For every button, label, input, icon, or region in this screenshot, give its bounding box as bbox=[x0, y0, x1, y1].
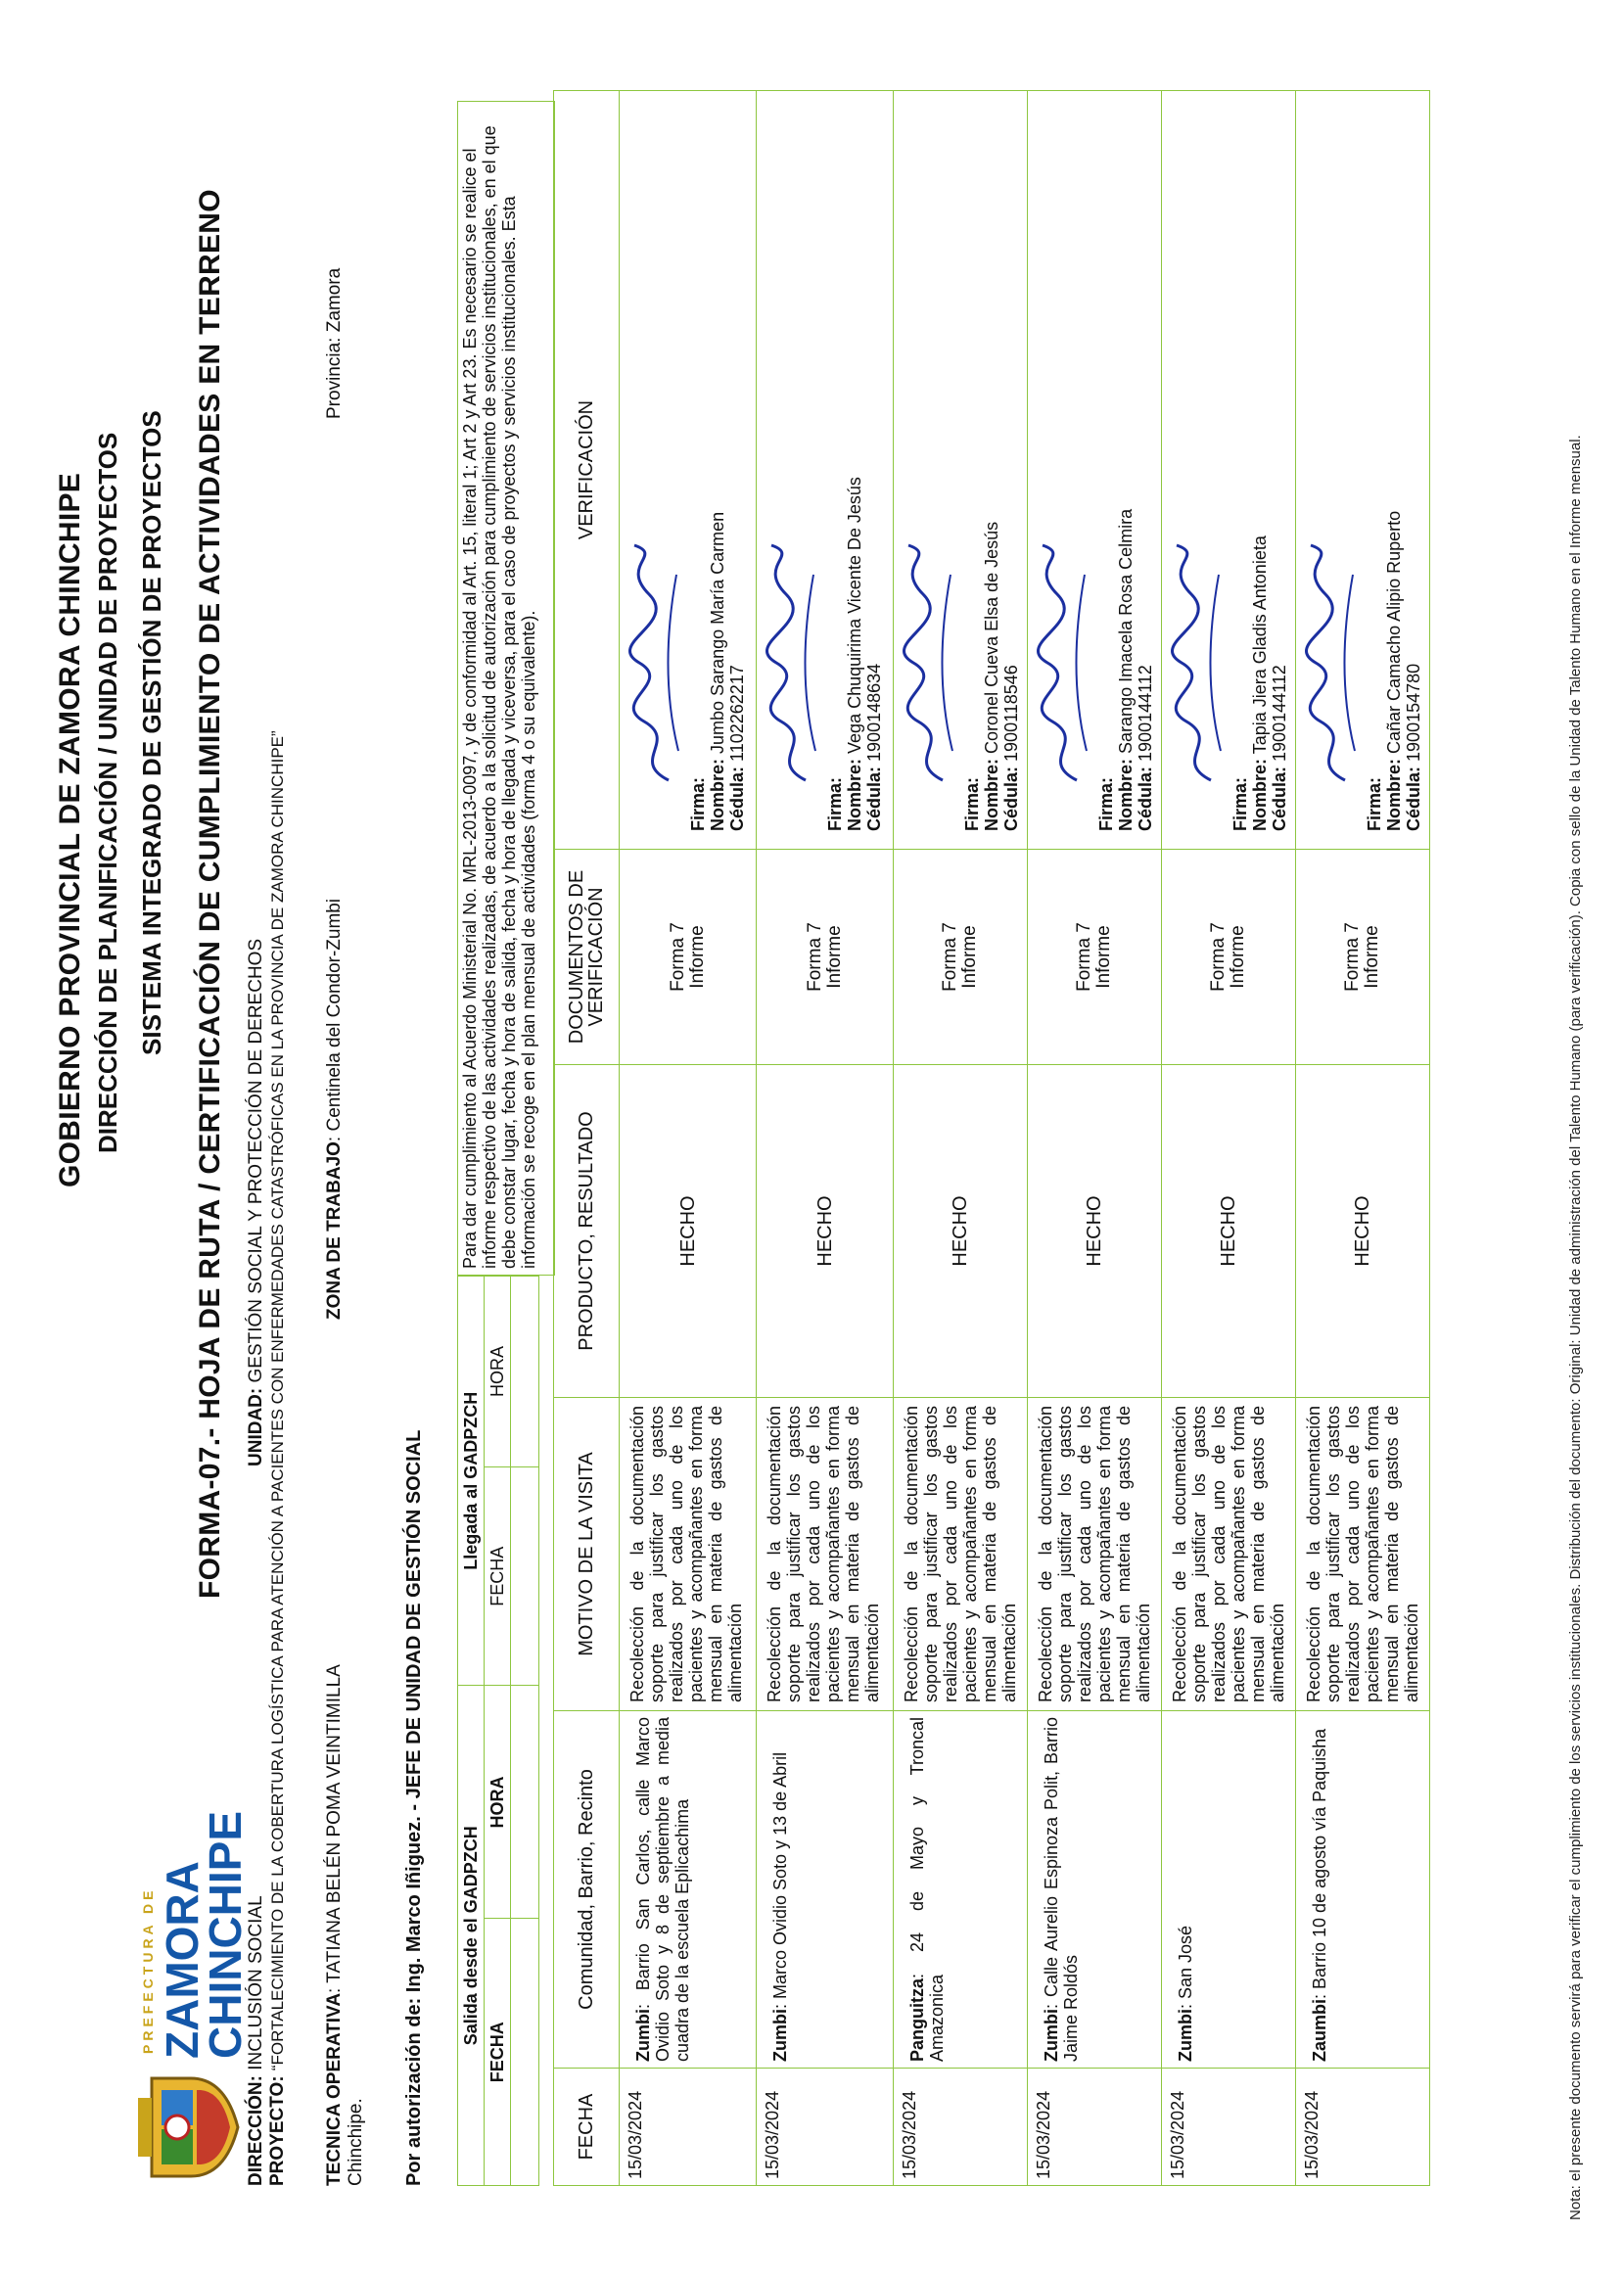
proyecto-value: “FORTALECIMIENTO DE LA COBERTURA LOGÍSTICA PARA ATENCIÓN A PACIENTES CON ENFERMEDADES CATASTRÓFICAS EN LA PROVINCIA DE ZAMORA CHINCHIPE” bbox=[268, 730, 287, 2071]
row-comunidad bbox=[894, 1711, 1028, 2069]
row-verificacion bbox=[1296, 91, 1430, 850]
row-nombre: Coronel Cueva Elsa de Jesús bbox=[982, 521, 1001, 754]
prefectura-logo bbox=[132, 1810, 251, 2186]
row-lugar-bold: Zumbi bbox=[1176, 2009, 1195, 2062]
table-row bbox=[894, 91, 1028, 2186]
salida-header: Salida desde el GADPZCH bbox=[458, 1686, 485, 2186]
cedula-label: Cédula: bbox=[1404, 766, 1423, 831]
row-fecha: 15/03/2024 bbox=[620, 2069, 757, 2186]
tecnica-value: : TATIANA BELÉN POMA VEINTIMILLA bbox=[324, 1664, 345, 1993]
row-nombre: Vega Chuquirima Vicente De Jesús bbox=[845, 477, 864, 754]
row-fecha: 15/03/2024 bbox=[1162, 2069, 1296, 2186]
row-cedula: 1900144112 bbox=[1270, 665, 1289, 762]
row-doc-informe: Informe bbox=[1093, 925, 1114, 989]
firma-label: Firma: bbox=[688, 776, 708, 831]
table-row bbox=[757, 91, 894, 2186]
row-motivo: Recolección de la documentación soporte para justificar los gastos realizados por cada uno de los pacientes y acompañantes en forma mensual en materia de gastos de alimentación bbox=[894, 1398, 1028, 1711]
row-cedula: 1900154780 bbox=[1404, 663, 1423, 762]
row-verificacion bbox=[757, 91, 894, 850]
signature-icon bbox=[1028, 535, 1096, 790]
row-lugar-bold: Panguitza bbox=[907, 1977, 927, 2062]
cedula-label: Cédula: bbox=[727, 766, 747, 831]
llegada-fecha-header: FECHA bbox=[485, 1466, 511, 1686]
row-fecha: 15/03/2024 bbox=[1296, 2069, 1430, 2186]
legal-text: Para dar cumplimiento al Acuerdo Ministerial No. MRL-2013-0097, y de conformidad al Art. 15, literal 1; Art 2 y Art 23. Es necesario se realice el informe respectivo de las actividades realizadas, de acuerdo a la solicitud de autorización para cumplimiento de servicios institucionales, en el que debe constar lugar, fecha y hora de salida, fecha y hora de llegada y viceversa, para el caso de proyectos y servicios institucionales. Esta información se recoge en el plan mensual de actividades (forma 4 o su equivalente). bbox=[457, 101, 555, 1276]
row-producto: HECHO bbox=[620, 1065, 757, 1398]
direccion-value: INCLUSIÓN SOCIAL bbox=[246, 1895, 266, 2070]
provincia-line bbox=[323, 268, 346, 419]
activities-rows bbox=[620, 91, 1430, 2186]
unidad-line bbox=[245, 939, 267, 1466]
cedula-label: Cédula: bbox=[1136, 766, 1155, 831]
nombre-label: Nombre: bbox=[1116, 758, 1136, 831]
table-row bbox=[1162, 91, 1296, 2186]
provincia-value: : Zamora bbox=[324, 267, 345, 343]
nombre-label: Nombre: bbox=[1250, 758, 1270, 831]
row-doc-forma: Forma 7 bbox=[940, 922, 960, 992]
travel-table bbox=[457, 1276, 539, 2186]
col-documentos: DOCUMENTOS DE VERIFICACIÓN bbox=[554, 850, 620, 1065]
row-lugar-bold: Zumbi bbox=[633, 2009, 653, 2062]
row-lugar: : Marco Ovidio Soto y 13 de Abril bbox=[770, 1751, 790, 2009]
signature-icon bbox=[757, 535, 825, 790]
footer-note: Nota: el presente documento servirá para verificar el cumplimiento de los servicios institucionales. Distribución del documento: Original: Unidad de administración del Talento Humano (para verificación). Copia con sello de la Unidad de Talento Humano en el Informe mensual. bbox=[1567, 435, 1584, 2220]
row-doc-informe: Informe bbox=[823, 925, 845, 989]
form-title: FORMA-07.- HOJA DE RUTA / CERTIFICACIÓN DE CUMPLIMIENTO DE ACTIVIDADES EN TERRENO bbox=[194, 189, 226, 1599]
row-lugar: : San José bbox=[1176, 1925, 1195, 2009]
nombre-label: Nombre: bbox=[1384, 758, 1404, 831]
llegada-header: Llegada al GADPZCH bbox=[458, 1277, 485, 1686]
salida-hora-header: HORA bbox=[485, 1686, 511, 1919]
row-documentos bbox=[757, 850, 894, 1065]
direccion-line bbox=[245, 1895, 267, 2186]
row-comunidad bbox=[1028, 1711, 1162, 2069]
cedula-label: Cédula: bbox=[1001, 766, 1021, 831]
row-lugar: : Barrio 10 de agosto vía Paquisha bbox=[1310, 1728, 1329, 1999]
row-documentos bbox=[1162, 850, 1296, 1065]
row-comunidad bbox=[757, 1711, 894, 2069]
cedula-label: Cédula: bbox=[1270, 766, 1289, 831]
col-comunidad: Comunidad, Barrio, Recinto bbox=[554, 1711, 620, 2069]
row-comunidad bbox=[1162, 1711, 1296, 2069]
row-nombre: Sarango Imacela Rosa Celmira bbox=[1116, 508, 1136, 754]
firma-label: Firma: bbox=[1365, 776, 1384, 831]
row-doc-forma: Forma 7 bbox=[1074, 922, 1094, 992]
system-title: SISTEMA INTEGRADO DE GESTIÓN DE PROYECTOS bbox=[137, 410, 166, 1055]
signature-icon bbox=[1296, 535, 1365, 790]
zona-value: : Centinela del Condor-Zumbi bbox=[324, 898, 345, 1142]
row-motivo: Recolección de la documentación soporte para justificar los gastos realizados por cada uno de los pacientes y acompañantes en forma mensual en materia de gastos de alimentación bbox=[1162, 1398, 1296, 1711]
row-documentos bbox=[1296, 850, 1430, 1065]
nombre-label: Nombre: bbox=[708, 758, 727, 831]
firma-label: Firma: bbox=[1230, 776, 1250, 831]
table-row bbox=[1028, 91, 1162, 2186]
unidad-label: UNIDAD: bbox=[246, 1387, 266, 1466]
row-cedula: 1900118546 bbox=[1001, 665, 1021, 762]
row-doc-informe: Informe bbox=[686, 925, 708, 989]
row-lugar: : 24 de Mayo y Troncal Amazonica bbox=[907, 1717, 947, 2062]
tecnica-label: TECNICA OPERATIVA bbox=[324, 1992, 345, 2186]
row-motivo: Recolección de la documentación soporte para justificar los gastos realizados por cada uno de los pacientes y acompañantes en forma mensual en materia de gastos de alimentación bbox=[620, 1398, 757, 1711]
provincia-label: Provincia bbox=[324, 342, 345, 419]
row-verificacion bbox=[1162, 91, 1296, 850]
row-doc-informe: Informe bbox=[959, 925, 980, 989]
dept-title: DIRECCIÓN DE PLANIFICACIÓN / UNIDAD DE PROYECTOS bbox=[93, 432, 122, 1153]
row-motivo: Recolección de la documentación soporte para justificar los gastos realizados por cada uno de los pacientes y acompañantes en forma mensual en materia de gastos de alimentación bbox=[757, 1398, 894, 1711]
row-cedula: 1102262217 bbox=[727, 665, 747, 762]
unidad-value: GESTIÓN SOCIAL Y PROTECCIÓN DE DERECHOS bbox=[246, 938, 266, 1383]
row-comunidad bbox=[620, 1711, 757, 2069]
nombre-label: Nombre: bbox=[982, 758, 1001, 831]
row-nombre: Tapia Jiera Gladis Antonieta bbox=[1250, 535, 1270, 755]
firma-label: Firma: bbox=[1096, 776, 1116, 831]
row-fecha: 15/03/2024 bbox=[894, 2069, 1028, 2186]
zona-label: ZONA DE TRABAJO bbox=[324, 1141, 345, 1320]
row-doc-informe: Informe bbox=[1362, 925, 1382, 989]
col-verificacion: VERIFICACIÓN bbox=[554, 91, 620, 850]
coat-of-arms-icon bbox=[132, 2069, 240, 2186]
row-verificacion bbox=[1028, 91, 1162, 850]
row-fecha: 15/03/2024 bbox=[1028, 2069, 1162, 2186]
logo-chinchipe: CHINCHIPE bbox=[200, 1810, 251, 2059]
nombre-label: Nombre: bbox=[845, 758, 864, 831]
row-cedula: 1900144112 bbox=[1136, 665, 1155, 762]
row-doc-forma: Forma 7 bbox=[804, 922, 825, 992]
firma-label: Firma: bbox=[962, 776, 982, 831]
table-row bbox=[1296, 91, 1430, 2186]
row-motivo: Recolección de la documentación soporte para justificar los gastos realizados por cada uno de los pacientes y acompañantes en forma mensual en materia de gastos de alimentación bbox=[1028, 1398, 1162, 1711]
row-producto: HECHO bbox=[1296, 1065, 1430, 1398]
org-title: GOBIERNO PROVINCIAL DE ZAMORA CHINCHIPE bbox=[54, 472, 86, 1187]
proyecto-label: PROYECTO: bbox=[267, 2075, 288, 2186]
salida-fecha-header: FECHA bbox=[485, 1919, 511, 2186]
col-producto: PRODUCTO, RESULTADO bbox=[554, 1065, 620, 1398]
row-lugar-bold: Zumbi bbox=[770, 2009, 790, 2062]
row-producto: HECHO bbox=[1162, 1065, 1296, 1398]
llegada-hora-header: HORA bbox=[485, 1277, 511, 1467]
row-producto: HECHO bbox=[1028, 1065, 1162, 1398]
row-fecha: 15/03/2024 bbox=[757, 2069, 894, 2186]
row-producto: HECHO bbox=[757, 1065, 894, 1398]
proyecto-line bbox=[266, 730, 289, 2186]
activities-table bbox=[553, 90, 1430, 2186]
logo-prefectura: PREFECTURA DE bbox=[140, 1886, 156, 2054]
autorizacion: Por autorización de: Ing. Marco Iñiguez. - JEFE DE UNIDAD DE GESTIÓN SOCIAL bbox=[403, 1429, 425, 2186]
row-lugar: : Barrio San Carlos, calle Marco Ovidio Soto y 8 de septiembre a media cuadra de la escuela Eplicachima bbox=[633, 1717, 692, 2062]
row-doc-forma: Forma 7 bbox=[1208, 922, 1229, 992]
row-doc-informe: Informe bbox=[1228, 925, 1248, 989]
row-documentos bbox=[894, 850, 1028, 1065]
cedula-label: Cédula: bbox=[864, 766, 884, 831]
provincia-cont: Chinchipe. bbox=[346, 2098, 366, 2186]
row-verificacion bbox=[620, 91, 757, 850]
row-doc-forma: Forma 7 bbox=[667, 922, 688, 992]
row-nombre: Jumbo Sarango María Carmen bbox=[708, 511, 727, 754]
direccion-label: DIRECCIÓN: bbox=[246, 2075, 266, 2186]
row-nombre: Cañar Camacho Alipio Ruperto bbox=[1384, 510, 1404, 754]
row-documentos bbox=[1028, 850, 1162, 1065]
zona-line bbox=[323, 899, 346, 1320]
tecnica-line bbox=[323, 1664, 346, 2186]
row-comunidad bbox=[1296, 1711, 1430, 2069]
col-motivo: MOTIVO DE LA VISITA bbox=[554, 1398, 620, 1711]
row-lugar-bold: Zumbi bbox=[1042, 2009, 1061, 2062]
col-fecha: FECHA bbox=[554, 2069, 620, 2186]
table-row bbox=[620, 91, 757, 2186]
signature-icon bbox=[620, 535, 688, 790]
row-doc-forma: Forma 7 bbox=[1342, 922, 1363, 992]
row-producto: HECHO bbox=[894, 1065, 1028, 1398]
row-motivo: Recolección de la documentación soporte para justificar los gastos realizados por cada uno de los pacientes y acompañantes en forma mensual en materia de gastos de alimentación bbox=[1296, 1398, 1430, 1711]
signature-icon bbox=[894, 535, 962, 790]
row-verificacion bbox=[894, 91, 1028, 850]
row-documentos bbox=[620, 850, 757, 1065]
logo-zamora: ZAMORA bbox=[157, 1861, 208, 2059]
row-cedula: 1900148634 bbox=[864, 663, 884, 762]
firma-label: Firma: bbox=[825, 776, 845, 831]
row-lugar: : Calle Aurelio Espinoza Polit, Barrio Jaime Roldós bbox=[1042, 1717, 1081, 2062]
row-lugar-bold: Zaumbi bbox=[1310, 1998, 1329, 2062]
signature-icon bbox=[1162, 535, 1230, 790]
